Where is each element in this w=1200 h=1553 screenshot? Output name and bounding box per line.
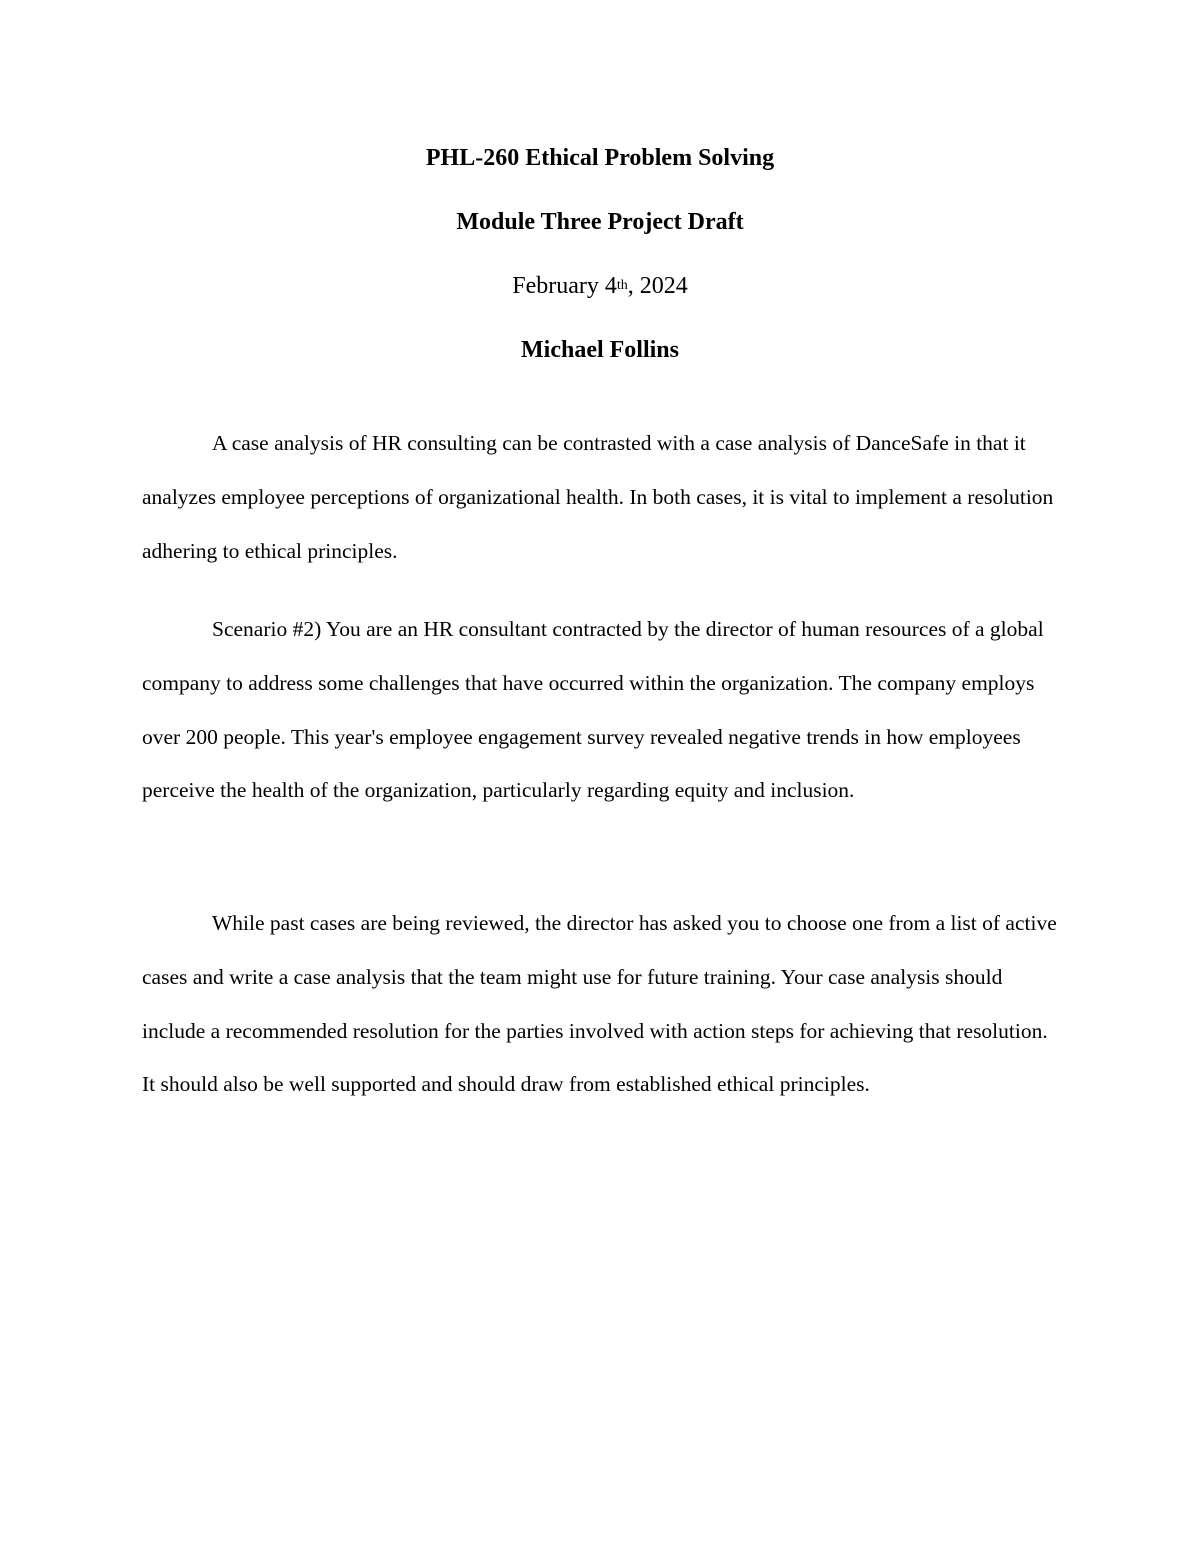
author-name: Michael Follins bbox=[521, 337, 679, 363]
assignment-title: Module Three Project Draft bbox=[456, 209, 744, 235]
paragraph-task bbox=[142, 897, 1062, 1112]
date-year: , 2024 bbox=[627, 273, 688, 299]
date-line bbox=[0, 271, 1200, 301]
paragraph-text: Scenario #2) You are an HR consultant contracted by the director of human resources of a global company to address some challenges that have occurred within the organization. The company employs over 200 people. This year's employee engagement survey revealed negative trends in how employees perceive the health of the organization, particularly regarding equity and inclusion. bbox=[142, 617, 1044, 803]
date-month-day: February 4 bbox=[512, 273, 617, 299]
paragraph-text: While past cases are being reviewed, the director has asked you to choose one from a list of active cases and write a case analysis that the team might use for future training. Your case analysis should include a recommended resolution for the parties involved with action steps for achieving that resolution. It should also be well supported and should draw from established ethical principles. bbox=[142, 911, 1057, 1097]
paragraph-intro bbox=[142, 417, 1062, 578]
paragraph-text: A case analysis of HR consulting can be contrasted with a case analysis of DanceSafe in that it analyzes employee perceptions of organizational health. In both cases, it is vital to implement a resolution adhering to ethical principles. bbox=[142, 431, 1054, 563]
date-ordinal: th bbox=[616, 278, 628, 293]
paragraph-scenario bbox=[142, 603, 1062, 818]
course-title: PHL-260 Ethical Problem Solving bbox=[425, 145, 775, 171]
